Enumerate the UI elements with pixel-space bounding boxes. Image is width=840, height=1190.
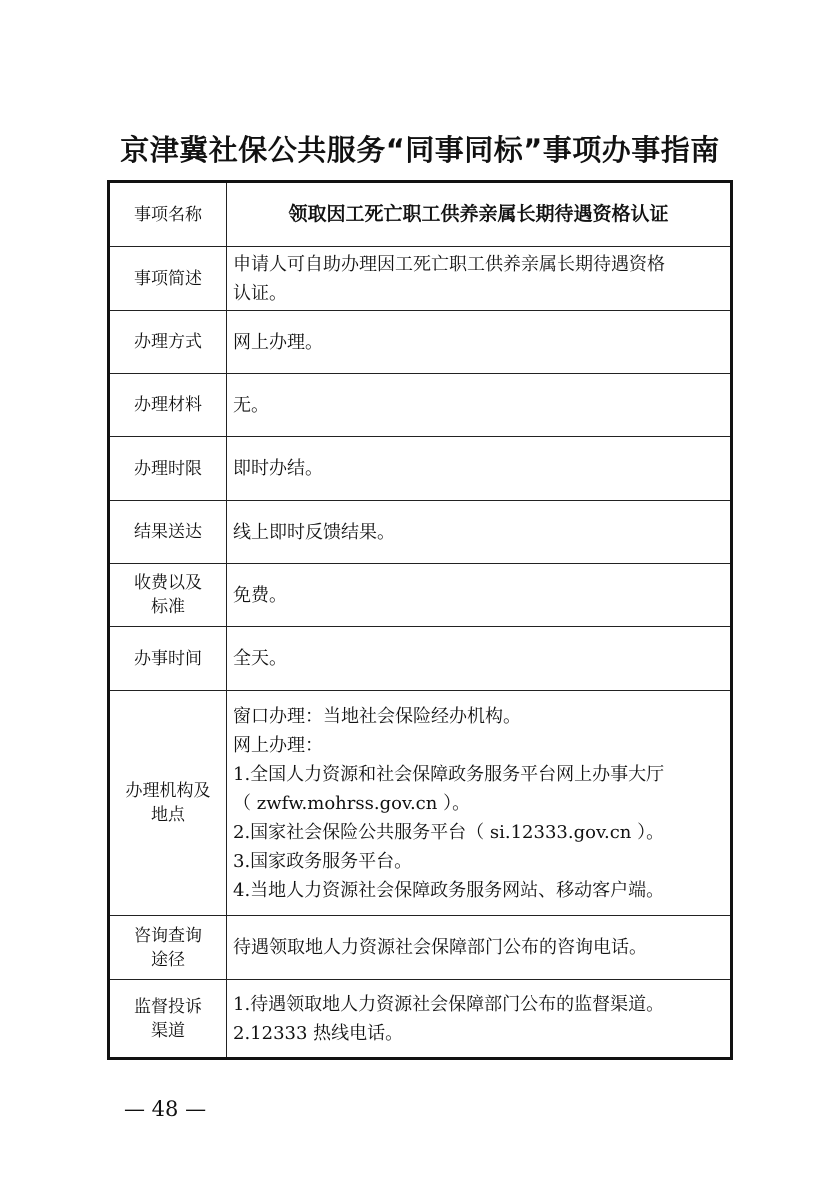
row-label-line: 办理机构及 [125,781,211,801]
row-label [109,437,227,501]
row-label-line: 咨询查询 [134,925,202,946]
row-label-line: 办事时间 [134,648,202,669]
row-value-line: 认证。 [233,282,287,304]
row-label [109,691,227,916]
row-label-line: 结果送达 [134,522,202,542]
row-label [109,182,227,247]
row-value-line: 1.待遇领取地人力资源社会保障部门公布的监督渠道。 [233,993,665,1015]
row-value [227,980,732,1059]
row-label-line: 渠道 [151,1020,185,1041]
row-value-line: 4.当地人力资源社会保障政务服务网站、移动客户端。 [233,879,665,901]
row-label [109,374,227,437]
row-label [109,564,227,627]
document-title: 京津冀社保公共服务“同事同标”事项办事指南 [120,133,720,167]
row-value-line: 2.12333 热线电话。 [233,1022,404,1044]
row-value-line: 3.国家政务服务平台。 [233,850,413,872]
row-value-line: 全天。 [233,648,287,669]
row-label [109,247,227,311]
row-label-line: 地点 [151,805,185,825]
table-row [109,564,732,627]
row-value [227,374,732,437]
row-value [227,627,732,691]
guide-table [107,180,733,1060]
table-row [109,182,732,247]
row-value-line: 网上办理： [233,734,323,756]
row-label [109,311,227,374]
row-value-line: 1.全国人力资源和社会保障政务服务平台网上办事大厅 [233,763,665,785]
row-label-line: 标准 [151,597,185,617]
table-row [109,627,732,691]
row-label [109,627,227,691]
row-value [227,247,732,311]
row-value-line: 待遇领取地人力资源社会保障部门公布的咨询电话。 [233,937,647,958]
row-value [227,564,732,627]
row-value-line: 领取因工死亡职工供养亲属长期待遇资格认证 [288,203,669,225]
row-value [227,501,732,564]
row-label-line: 办理材料 [134,395,202,415]
item-name-value [227,182,732,247]
table-row [109,374,732,437]
row-label-line: 监督投诉 [134,996,202,1017]
page-number: — 48 — [124,1097,207,1121]
row-value-line: 2.国家社会保险公共服务平台（ si.12333.gov.cn ）。 [233,821,665,843]
row-label [109,916,227,980]
table-row [109,311,732,374]
row-label-line: 事项简述 [134,268,202,289]
table-row [109,437,732,501]
row-value-line: 无。 [233,394,269,416]
row-value [227,691,732,916]
row-value-line: 网上办理。 [233,331,323,353]
row-value [227,916,732,980]
row-value-line: 窗口办理：当地社会保险经办机构。 [233,705,521,727]
row-value-line: （ zwfw.mohrss.gov.cn ）。 [233,792,471,814]
row-label-line: 办理方式 [134,332,202,352]
table-row [109,247,732,311]
row-label [109,980,227,1059]
row-label [109,501,227,564]
row-label-line: 途径 [151,949,185,970]
table-row [109,916,732,980]
row-value-line: 免费。 [233,584,287,606]
row-label-line: 收费以及 [134,573,202,593]
row-value-line: 即时办结。 [233,458,323,479]
row-value-line: 申请人可自助办理因工死亡职工供养亲属长期待遇资格 [233,253,665,275]
row-label-line: 事项名称 [134,204,202,225]
row-label-line: 办理时限 [134,458,202,479]
row-value [227,311,732,374]
table-row [109,691,732,916]
table-row [109,980,732,1059]
row-value-line: 线上即时反馈结果。 [233,521,395,543]
row-value [227,437,732,501]
table-row [109,501,732,564]
